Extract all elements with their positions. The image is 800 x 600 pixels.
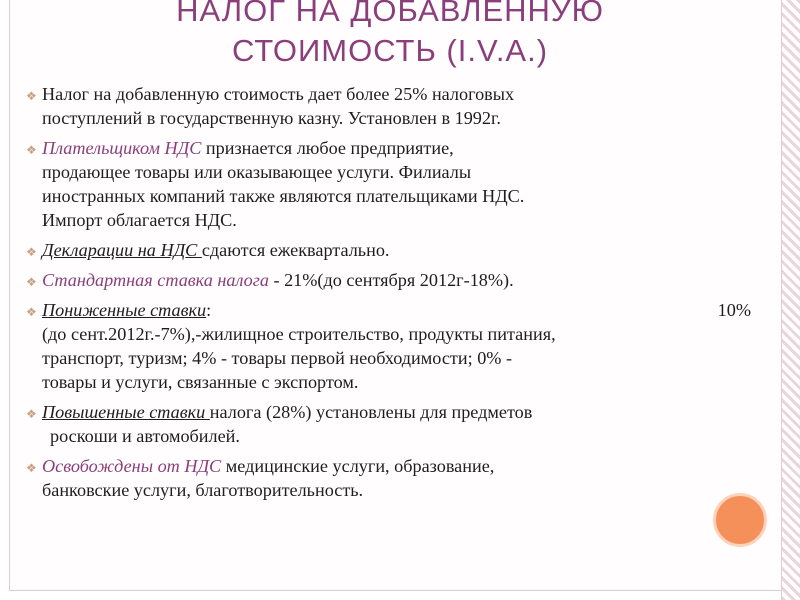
diamond-bullet-icon: ❖ [26,89,37,103]
list-item: ❖ Освобождены от НДС медицинские услуги, образование, банковские услуги, благотворительность. [26,456,495,500]
list-item: ❖ Стандартная ставка налога - 21%(до сентября 2012г-18%). [26,268,751,292]
list-item: ❖ Декларации на НДС сдаются ежеквартально. [26,238,751,262]
list-item: ❖ Повышенные ставки налога (28%) установлены для предметов роскоши и автомобилей. [26,402,533,446]
list-item: ❖ Плательщиком НДС признается любое предприятие, продающее товары или оказывающее услуги. Филиалы иностранных компаний также являются плательщиками НДС. Импорт облагается НДС. [26,138,525,230]
diamond-bullet-icon: ❖ [26,305,37,319]
diamond-bullet-icon: ❖ [26,275,37,289]
list-item: ❖ Пониженные ставки: 10% (до сент.2012г.-7%),-жилищное строительство, продукты питания, транспорт, туризм; 4% - товары первой необходимости; 0% - товары и услуги, связанные с экспортом. [26,300,751,392]
orange-circle-icon [713,493,767,547]
decorative-stripe [781,0,800,600]
slide-content [26,82,751,508]
slide-title-line-2: СТОИМОСТЬ (I.V.A.) [231,33,549,68]
diamond-bullet-icon: ❖ [26,143,37,157]
list-item: ❖ Налог на добавленную стоимость дает более 25% налоговых поступлений в государственную казну. Установлен в 1992г. [26,84,515,128]
slide-title-line-1: НАЛОГ НА ДОБАВЛЕННУЮ [176,0,604,28]
diamond-bullet-icon: ❖ [26,461,37,475]
diamond-bullet-icon: ❖ [26,245,37,259]
diamond-bullet-icon: ❖ [26,407,37,421]
